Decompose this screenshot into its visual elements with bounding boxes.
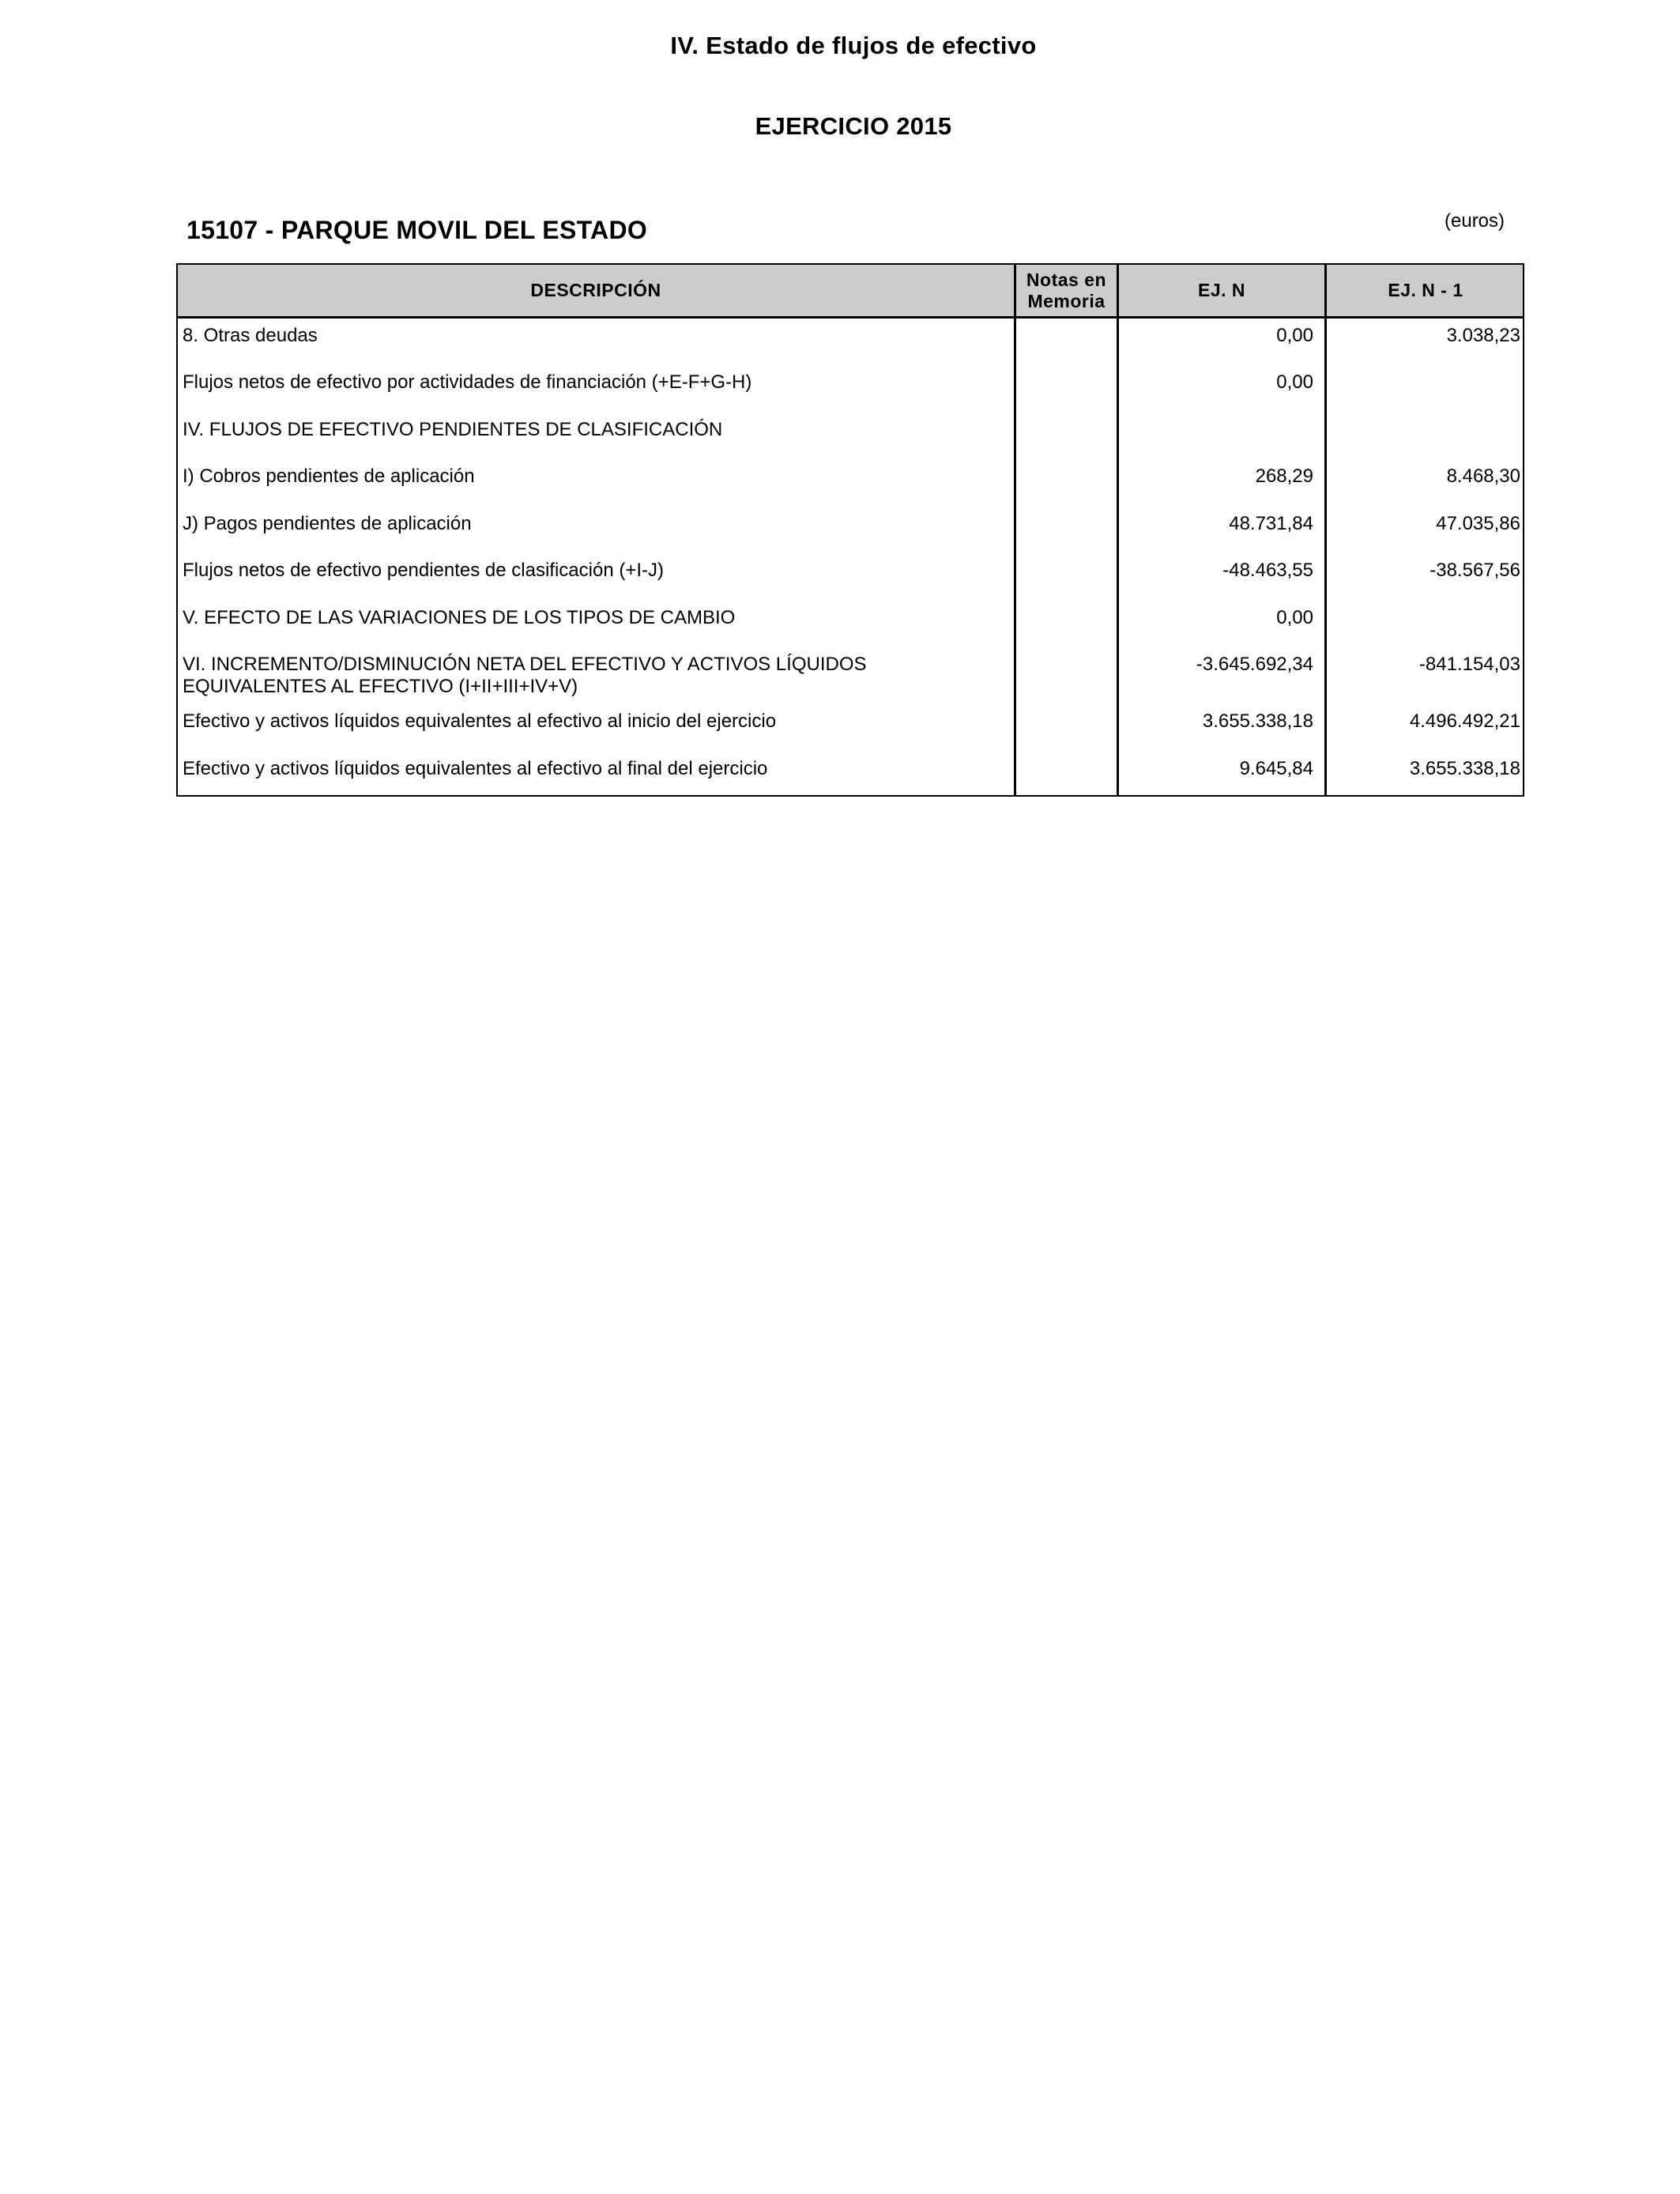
row-description: Efectivo y activos líquidos equivalentes al efectivo al inicio del ejercicio <box>183 711 777 732</box>
row-value-year-n1: 4.496.492,21 <box>1409 711 1520 732</box>
units-label: (euros) <box>1445 210 1505 232</box>
row-description <box>183 654 1004 698</box>
row-description-line1: VI. INCREMENTO/DISMINUCIÓN NETA DEL EFECTIVO Y ACTIVOS LÍQUIDOS <box>183 654 867 675</box>
row-value-year-n1: -38.567,56 <box>1430 560 1520 581</box>
header-description: DESCRIPCIÓN <box>530 280 661 300</box>
column-divider <box>1014 265 1016 795</box>
row-value-year-n1: -841.154,03 <box>1418 654 1520 675</box>
header-notes-line2: Memoria <box>1027 290 1106 311</box>
row-value-year-n: 268,29 <box>1255 466 1313 487</box>
row-value-year-n1: 47.035,86 <box>1436 513 1520 534</box>
row-value-year-n: 0,00 <box>1276 371 1313 393</box>
header-year-n1: EJ. N - 1 <box>1388 280 1463 300</box>
row-description: I) Cobros pendientes de aplicación <box>183 466 475 487</box>
row-value-year-n: 0,00 <box>1276 325 1313 346</box>
row-value-year-n: 0,00 <box>1276 607 1313 628</box>
row-description: 8. Otras deudas <box>183 325 318 346</box>
row-value-year-n: -48.463,55 <box>1222 560 1313 581</box>
page-subtitle: EJERCICIO 2015 <box>755 112 952 140</box>
row-description: Efectivo y activos líquidos equivalentes al efectivo al final del ejercicio <box>183 758 768 779</box>
row-description: J) Pagos pendientes de aplicación <box>183 513 472 534</box>
column-divider <box>1324 265 1327 795</box>
row-description: Flujos netos de efectivo por actividades de financiación (+E-F+G-H) <box>183 371 752 393</box>
header-notes-line1: Notas en <box>1026 269 1107 290</box>
entity-title: 15107 - PARQUE MOVIL DEL ESTADO <box>186 216 648 244</box>
header-year-n: EJ. N <box>1197 280 1246 300</box>
row-value-year-n: 9.645,84 <box>1239 758 1313 779</box>
row-value-year-n: 3.655.338,18 <box>1202 711 1313 732</box>
row-description: V. EFECTO DE LAS VARIACIONES DE LOS TIPOS DE CAMBIO <box>183 607 736 628</box>
row-value-year-n: -3.645.692,34 <box>1196 654 1313 675</box>
row-description: IV. FLUJOS DE EFECTIVO PENDIENTES DE CLASIFICACIÓN <box>183 419 723 440</box>
row-description-line2: EQUIVALENTES AL EFECTIVO (I+II+III+IV+V) <box>183 676 578 697</box>
row-value-year-n: 48.731,84 <box>1229 513 1313 534</box>
row-value-year-n1: 3.655.338,18 <box>1409 758 1520 779</box>
page-title: IV. Estado de flujos de efectivo <box>670 32 1037 59</box>
table-header <box>178 265 1523 319</box>
cash-flow-table <box>176 263 1524 797</box>
row-value-year-n1: 3.038,23 <box>1446 325 1520 346</box>
header-notes <box>1016 265 1117 316</box>
row-value-year-n1: 8.468,30 <box>1446 466 1520 487</box>
row-description: Flujos netos de efectivo pendientes de clasificación (+I-J) <box>183 560 664 581</box>
